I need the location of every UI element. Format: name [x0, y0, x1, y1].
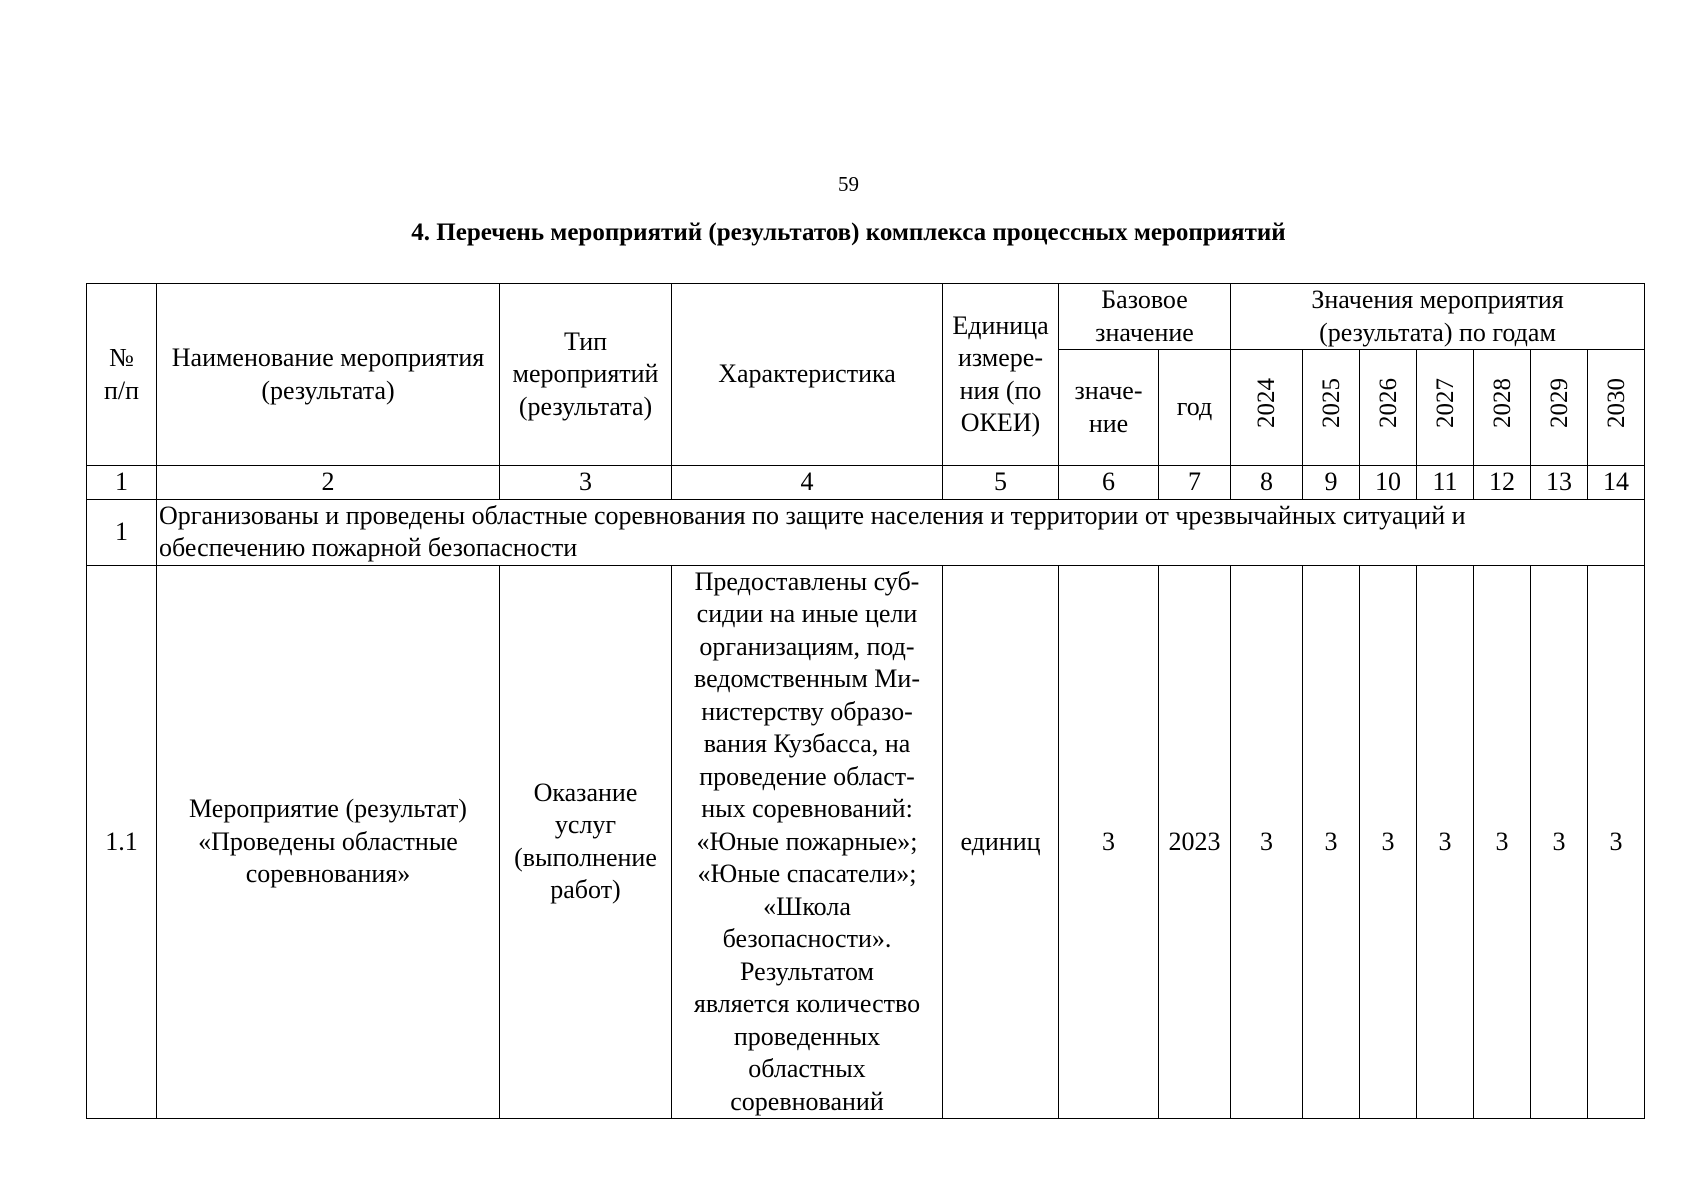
page-title: 4. Перечень мероприятий (результатов) комплекса процессных мероприятий [411, 219, 1286, 246]
characteristic-line: «Юные спасатели»; [697, 859, 917, 888]
row-value-2024: 3 [1231, 565, 1303, 1119]
section-title-line: обеспечению пожарной безопасности [159, 533, 578, 562]
column-number: 8 [1231, 466, 1303, 500]
header-unit-line: ния (по [959, 375, 1042, 405]
column-number: 10 [1360, 466, 1417, 500]
column-number: 5 [943, 466, 1059, 500]
characteristic-line: является количество [693, 989, 921, 1018]
header-num-line: № [109, 343, 134, 372]
year-label: 2025 [1317, 378, 1345, 429]
characteristic-line: организациям, под- [699, 631, 915, 661]
row-name-line: соревнования» [245, 859, 411, 888]
year-label: 2029 [1545, 378, 1573, 429]
row-value-2026: 3 [1360, 565, 1417, 1119]
column-number: 4 [672, 466, 943, 500]
column-number: 14 [1588, 466, 1645, 500]
header-num [87, 284, 157, 466]
characteristic-line: нистерству образо- [701, 696, 913, 726]
header-base-year: год [1159, 350, 1231, 466]
header-characteristic: Характеристика [672, 284, 943, 466]
header-unit-line: Единица [952, 310, 1049, 340]
characteristic-line: проведенных [733, 1021, 881, 1051]
header-by-years [1231, 284, 1645, 350]
header-by-years-line: Значения мероприятия [1311, 285, 1564, 314]
characteristic-line: сидии на иные цели [696, 599, 918, 628]
header-base-value [1059, 350, 1159, 466]
header-year-2029 [1531, 350, 1588, 466]
row-name [157, 565, 500, 1119]
section-row [87, 499, 1645, 565]
column-number: 7 [1159, 466, 1231, 500]
header-type [500, 284, 672, 466]
characteristic-line: «Юные пожарные»; [696, 826, 918, 856]
header-num-line: п/п [103, 375, 140, 405]
section-num: 1 [87, 499, 157, 565]
table-row [87, 565, 1645, 1119]
year-label: 2028 [1488, 378, 1516, 429]
row-value-2025: 3 [1303, 565, 1360, 1119]
column-number: 6 [1059, 466, 1159, 500]
header-type-line: Тип [563, 326, 608, 356]
characteristic-line: ных соревнований: [701, 794, 913, 823]
row-type-line: Оказание [533, 777, 638, 807]
row-value-2029: 3 [1531, 565, 1588, 1119]
page-number: 59 [838, 172, 859, 196]
header-name [157, 284, 500, 466]
row-num: 1.1 [87, 565, 157, 1119]
characteristic-line: ведомственным Ми- [693, 664, 920, 693]
column-number: 1 [87, 466, 157, 500]
header-year-2024 [1231, 350, 1303, 466]
characteristic-line: соревнований [730, 1086, 884, 1116]
header-type-line: мероприятий [512, 359, 659, 389]
header-by-years-line: (результата) по годам [1319, 317, 1556, 347]
row-base-year: 2023 [1159, 565, 1231, 1119]
header-base-value-line: значе- [1074, 376, 1143, 405]
column-number: 12 [1474, 466, 1531, 500]
characteristic-line: безопасности». [722, 924, 892, 953]
row-base-value: 3 [1059, 565, 1159, 1119]
events-table [86, 283, 1645, 1119]
header-year-2025 [1303, 350, 1360, 466]
row-type-line: работ) [550, 875, 621, 905]
row-type-line: услуг [554, 810, 617, 840]
header-unit-line: ОКЕИ) [960, 408, 1041, 437]
column-number: 13 [1531, 466, 1588, 500]
header-base [1059, 284, 1231, 350]
characteristic-line: вания Кузбасса, на [703, 729, 911, 758]
header-year-2026 [1360, 350, 1417, 466]
section-title-line: Организованы и проведены областные соревнования по защите населения и территории от чрезвычайных ситуаций и [159, 500, 1466, 530]
characteristic-line: проведение област- [699, 761, 915, 791]
characteristic-line: Предоставлены суб- [694, 566, 920, 596]
header-name-line: (результата) [261, 375, 395, 405]
header-year-2028 [1474, 350, 1531, 466]
column-number: 9 [1303, 466, 1360, 500]
column-number: 2 [157, 466, 500, 500]
row-value-2030: 3 [1588, 565, 1645, 1119]
row-type [500, 565, 672, 1119]
header-unit-line: измере- [957, 343, 1043, 372]
row-characteristic [672, 565, 943, 1119]
header-row-1 [87, 284, 1645, 350]
year-label: 2026 [1374, 378, 1402, 429]
year-label: 2027 [1431, 378, 1459, 429]
characteristic-line: Результатом [740, 956, 874, 986]
section-title [157, 499, 1645, 565]
header-base-line: значение [1095, 317, 1194, 347]
row-name-line: «Проведены областные [198, 826, 458, 856]
row-value-2027: 3 [1417, 565, 1474, 1119]
header-base-value-line: ние [1088, 408, 1129, 438]
column-number: 3 [500, 466, 672, 500]
header-year-2027 [1417, 350, 1474, 466]
row-name-line: Мероприятие (результат) [189, 794, 467, 823]
characteristic-line: «Школа [763, 891, 851, 921]
year-label: 2030 [1602, 378, 1630, 429]
column-number-row [87, 466, 1645, 500]
header-type-line: (результата) [518, 391, 653, 421]
header-name-line: Наименование мероприятия [171, 343, 485, 372]
header-unit [943, 284, 1059, 466]
row-value-2028: 3 [1474, 565, 1531, 1119]
row-type-line: (выполнение [514, 842, 657, 872]
header-year-2030 [1588, 350, 1645, 466]
year-label: 2024 [1253, 378, 1281, 429]
header-base-line: Базовое [1101, 285, 1188, 314]
characteristic-line: областных [748, 1054, 866, 1083]
row-unit: единиц [943, 565, 1059, 1119]
column-number: 11 [1417, 466, 1474, 500]
